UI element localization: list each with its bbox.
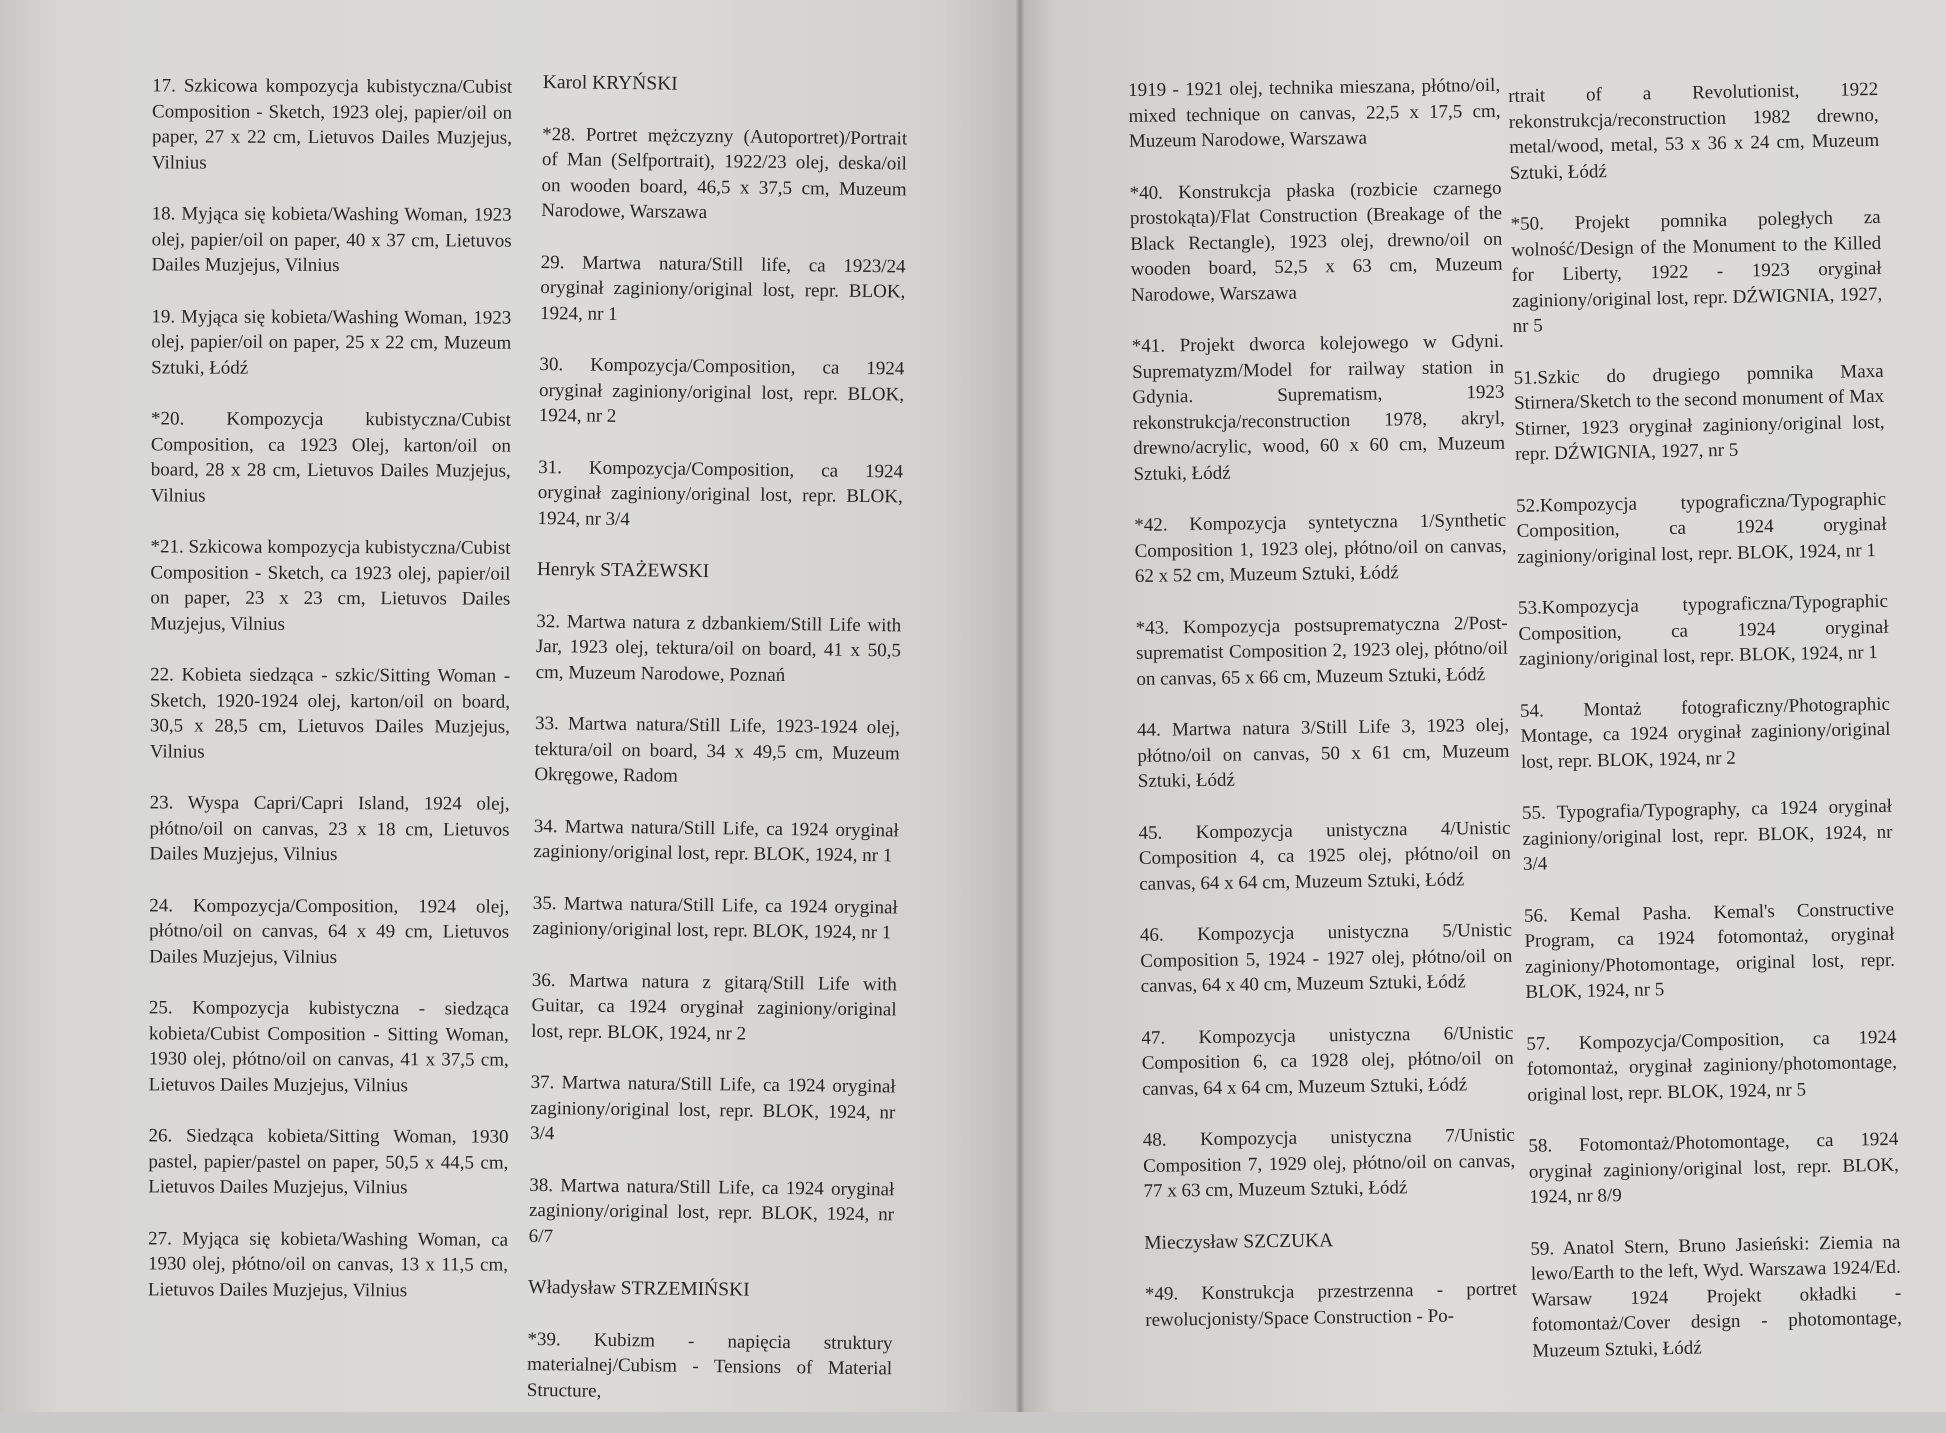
catalog-entry: 34. Martwa natura/Still Life, ca 1924 oryginał zaginiony/original lost, repr. BLOK, 1924, nr 1 (533, 815, 899, 867)
catalog-entry: 46. Kompozycja unistyczna 5/Unistic Composition 5, 1924 - 1927 olej, płótno/oil on canvas, 64 x 40 cm, Muzeum Sztuki, Łódź (1139, 919, 1513, 997)
catalog-column-2 (526, 70, 908, 1433)
catalog-entry: 48. Kompozycja unistyczna 7/Unistic Composition 7, 1929 olej, płótno/oil on canvas, 77 x 63 cm, Muzeum Sztuki, Łódź (1142, 1124, 1516, 1202)
catalog-entry: 58. Fotomontaż/Photomontage, ca 1924 oryginał zaginiony/original lost, repr. BLOK, 1924, nr 8/9 (1528, 1128, 1900, 1208)
catalog-entry: 1919 - 1921 olej, technika mieszana, płótno/oil, mixed technique on canvas, 22,5 x 17,5 cm, Muzeum Narodowe, Warszawa (1128, 74, 1501, 152)
catalog-entry: 23. Wyspa Capri/Capri Island, 1924 olej, płótno/oil on canvas, 23 x 18 cm, Lietuvos Dailes Muzjejus, Vilnius (149, 792, 510, 866)
catalog-entry: *20. Kompozycja kubistyczna/Cubist Composition, ca 1923 Olej, karton/oil on board, 28 x 28 cm, Lietuvos Dailes Muzjejus, Vilnius (150, 408, 512, 507)
catalog-entry: *39. Kubizm - napięcia struktury materialnej/Cubism - Tensions of Material Structure, (526, 1328, 893, 1402)
catalog-entry: 26. Siedząca kobieta/Sitting Woman, 1930 pastel, papier/pastel on paper, 50,5 x 44,5 cm, Lietuvos Dailes Muzjejus, Vilnius (148, 1125, 509, 1199)
artist-heading: Mieczysław SZCZUKA (1144, 1229, 1334, 1254)
catalog-entry: 36. Martwa natura z gitarą/Still Life with Guitar, ca 1924 oryginał zaginiony/original lost, repr. BLOK, 1924, nr 2 (531, 969, 897, 1045)
catalog-entry: *28. Portret mężczyzny (Autoportret)/Portrait of Man (Selfportrait), 1922/23 olej, deska/oil on wooden board, 46,5 x 37,5 cm, Muzeum Narodowe, Warszawa (541, 123, 908, 224)
catalog-entry: 27. Myjąca się kobieta/Washing Woman, ca 1930 olej, płótno/oil on canvas, 13 x 11,5 cm, Lietuvos Dailes Muzjejus, Vilnius (147, 1227, 509, 1301)
catalog-entry: 18. Myjąca się kobieta/Washing Woman, 1923 olej, papier/oil on paper, 40 x 37 cm, Lietuvos Dailes Muzjejus, Vilnius (151, 203, 512, 277)
book-gutter (1016, 0, 1024, 1412)
catalog-entry: *49. Konstrukcja przestrzenna - portret rewolucjonisty/Space Construction - Po- (1144, 1278, 1518, 1331)
catalog-column-3 (1128, 73, 1518, 1359)
catalog-entry: 25. Kompozycja kubistyczna - siedząca kobieta/Cubist Composition - Sitting Woman, 1930 olej, płótno/oil on canvas, 41 x 37,5 cm, Lietuvos Dailes Muzjejus, Vilnius (148, 997, 509, 1096)
catalog-entry: 19. Myjąca się kobieta/Washing Woman, 1923 olej, papier/oil on paper, 25 x 22 cm, Muzeum Sztuki, Łódź (151, 305, 512, 379)
catalog-entry: 44. Martwa natura 3/Still Life 3, 1923 olej, płótno/oil on canvas, 50 x 61 cm, Muzeum Sztuki, Łódź (1136, 714, 1510, 792)
catalog-entry: rtrait of a Revolutionist, 1922 rekonstrukcja/reconstruction 1982 drewno, metal/wood, metal, 53 x 36 x 24 cm, Muzeum Sztuki, Łódź (1508, 78, 1880, 184)
catalog-entry: 30. Kompozycja/Composition, ca 1924 oryginał zaginiony/original lost, repr. BLOK, 1924, nr 2 (538, 353, 905, 427)
artist-heading: Karol KRYŃSKI (542, 71, 678, 95)
catalog-entry: 53.Kompozycja typograficzna/Typographic Composition, ca 1924 oryginał zaginiony/original lost, repr. BLOK, 1924, nr 1 (1517, 590, 1889, 670)
catalog-entry: *41. Projekt dworca kolejowego w Gdyni. Suprematyzm/Model for railway station in Gdynia. Suprematism, 1923 rekonstrukcja/reconstruction 1978, akryl, drewno/acrylic, wood, 60 x 60 cm, Muzeum Sztuki, Łódź (1131, 330, 1506, 485)
catalog-entry: 24. Kompozycja/Composition, 1924 olej, płótno/oil on canvas, 64 x 49 cm, Lietuvos Dailes Muzjejus, Vilnius (149, 894, 510, 968)
catalog-entry: 57. Kompozycja/Composition, ca 1924 fotomontaż, oryginał zaginiony/photomontage, original lost, repr. BLOK, 1924, nr 5 (1526, 1026, 1898, 1106)
catalog-entry: 54. Montaż fotograficzny/Photographic Montage, ca 1924 oryginał zaginiony/original lost, repr. BLOK, 1924, nr 2 (1519, 693, 1891, 773)
catalog-entry: 47. Kompozycja unistyczna 6/Unistic Composition 6, ca 1928 olej, płótno/oil on canvas, 64 x 64 cm, Muzeum Sztuki, Łódź (1141, 1022, 1514, 1100)
catalog-entry: 31. Kompozycja/Composition, ca 1924 oryginał zaginiony/original lost, repr. BLOK, 1924, nr 3/4 (537, 456, 904, 530)
artist-heading: Władysław STRZEMIŃSKI (527, 1276, 750, 1301)
catalog-column-1 (148, 73, 512, 1329)
catalog-entry: 29. Martwa natura/Still life, ca 1923/24 oryginał zaginiony/original lost, repr. BLOK, 1924, nr 1 (539, 251, 906, 325)
catalog-entry: *43. Kompozycja postsuprematyczna 2/Post-suprematist Composition 2, 1923 olej, płótno/oil on canvas, 65 x 66 cm, Muzeum Sztuki, Łódź (1135, 612, 1509, 690)
catalog-entry: *21. Szkicowa kompozycja kubistyczna/Cubist Composition - Sketch, ca 1923 olej, papier/oil on paper, 23 x 23 cm, Lietuvos Dailes Muzjejus, Vilnius (150, 536, 511, 635)
catalog-entry: 37. Martwa natura/Still Life, ca 1924 oryginał zaginiony/original lost, repr. BLOK, 1924, nr 3/4 (529, 1071, 896, 1145)
catalog-entry: 45. Kompozycja unistyczna 4/Unistic Composition 4, ca 1925 olej, płótno/oil on canvas, 64 x 64 cm, Muzeum Sztuki, Łódź (1138, 817, 1512, 895)
catalog-column-4 (1508, 77, 1903, 1390)
catalog-entry: 59. Anatol Stern, Bruno Jasieński: Ziemia na lewo/Earth to the left, Wyd. Warszawa 1924/Ed. Warsaw 1924 Projekt okładki - fotomontaż/Cover design - photomontage, Muzeum Sztuki, Łódź (1530, 1231, 1902, 1362)
catalog-entry: 56. Kemal Pasha. Kemal's Constructive Program, ca 1924 fotomontaż, oryginał zaginiony/Photomontage, original lost, repr. BLOK, 1924, nr 5 (1523, 898, 1896, 1003)
artist-heading: Henryk STAŻEWSKI (536, 558, 710, 583)
catalog-entry: 33. Martwa natura/Still Life, 1923-1924 olej, tektura/oil on board, 34 x 49,5 cm, Muzeum Okręgowe, Radom (534, 712, 901, 787)
catalog-entry: 32. Martwa natura z dzbankiem/Still Life with Jar, 1923 olej, tektura/oil on board, 41 x 50,5 cm, Muzeum Narodowe, Poznań (535, 610, 902, 686)
catalog-entry: 17. Szkicowa kompozycja kubistyczna/Cubist Composition - Sketch, 1923 olej, papier/oil on paper, 27 x 22 cm, Lietuvos Dailes Muzjejus, Vilnius (151, 75, 513, 174)
catalog-entry: 51.Szkic do drugiego pomnika Maxa Stirnera/Sketch to the second monument of Max Stirner, 1923 oryginał zaginiony/original lost, repr. DŹWIGNIA, 1927, nr 5 (1513, 360, 1885, 465)
catalog-entry: 35. Martwa natura/Still Life, ca 1924 oryginał zaginiony/original lost, repr. BLOK, 1924, nr 1 (532, 892, 898, 944)
catalog-entry: 22. Kobieta siedząca - szkic/Sitting Woman - Sketch, 1920-1924 olej, karton/oil on board, 30,5 x 28,5 cm, Lietuvos Dailes Muzjejus, Vilnius (149, 664, 511, 763)
catalog-entry: 52.Kompozycja typograficzna/Typographic Composition, ca 1924 oryginał zaginiony/original lost, repr. BLOK, 1924, nr 1 (1515, 488, 1887, 568)
catalog-entry: 55. Typografia/Typography, ca 1924 oryginał zaginiony/original lost, repr. BLOK, 1924, nr 3/4 (1521, 795, 1893, 875)
catalog-entry: *50. Projekt pomnika poległych za wolność/Design of the Monument to the Killed for Liberty, 1922 - 1923 oryginał zaginiony/original lost, repr. DŹWIGNIA, 1927, nr 5 (1510, 206, 1883, 337)
catalog-entry: *40. Konstrukcja płaska (rozbicie czarnego prostokąta)/Flat Construction (Breakage of the Black Rectangle), 1923 olej, drewno/oil on wooden board, 52,5 x 63 cm, Muzeum Narodowe, Warszawa (1129, 177, 1503, 306)
catalog-entry: 38. Martwa natura/Still Life, ca 1924 oryginał zaginiony/original lost, repr. BLOK, 1924, nr 6/7 (528, 1174, 895, 1247)
catalog-entry: *42. Kompozycja syntetyczna 1/Synthetic Composition 1, 1923 olej, płótno/oil on canvas, 62 x 52 cm, Muzeum Sztuki, Łódź (1134, 509, 1507, 587)
